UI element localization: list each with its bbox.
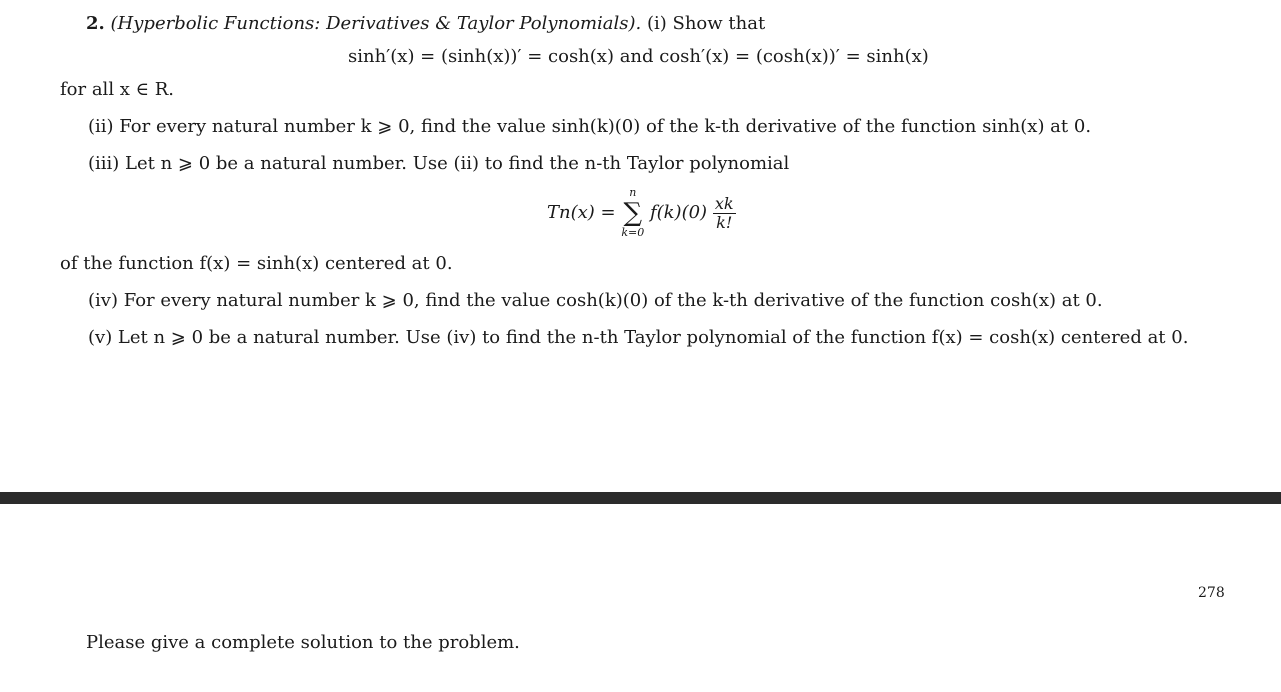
taylor-lhs: Tn(x) = <box>547 202 616 223</box>
taylor-term: f(k)(0) <box>649 202 708 223</box>
part-i-tail: for all x ∈ R. <box>60 79 174 100</box>
taylor-formula <box>547 186 736 240</box>
problem-number: 2. <box>86 13 105 34</box>
taylor-fraction <box>713 195 736 232</box>
part-i-formula: sinh′(x) = (sinh(x))′ = cosh(x) and cosh′(x) = (cosh(x))′ = sinh(x) <box>348 46 929 67</box>
fraction-numerator: xk <box>714 193 734 213</box>
problem-header <box>86 13 765 35</box>
summation <box>621 186 644 240</box>
part-v-text: (v) Let n ⩾ 0 be a natural number. Use (iv) to find the n-th Taylor polynomial of the function f(x) = cosh(x) centered at 0. <box>88 327 1189 348</box>
problem-title: (Hyperbolic Functions: Derivatives & Taylor Polynomials). <box>110 13 642 34</box>
part-iii-tail: of the function f(x) = sinh(x) centered at 0. <box>60 253 453 274</box>
page-number: 278 <box>1198 585 1225 601</box>
sum-lower-limit: k=0 <box>621 226 645 239</box>
part-iv-text: (iv) For every natural number k ⩾ 0, find the value cosh(k)(0) of the k-th derivative of the function cosh(x) at 0. <box>88 290 1103 311</box>
sigma-icon: ∑ <box>623 198 643 228</box>
sum-upper-limit: n <box>629 186 637 199</box>
footer-instruction: Please give a complete solution to the problem. <box>86 632 520 653</box>
page-divider <box>0 492 1281 504</box>
part-ii-text: (ii) For every natural number k ⩾ 0, find the value sinh(k)(0) of the k-th derivative of the function sinh(x) at 0. <box>88 116 1092 137</box>
part-iii-text: (iii) Let n ⩾ 0 be a natural number. Use (ii) to find the n-th Taylor polynomial <box>88 153 790 174</box>
part-i-intro: (i) Show that <box>646 13 766 34</box>
fraction-denominator: k! <box>716 212 733 232</box>
